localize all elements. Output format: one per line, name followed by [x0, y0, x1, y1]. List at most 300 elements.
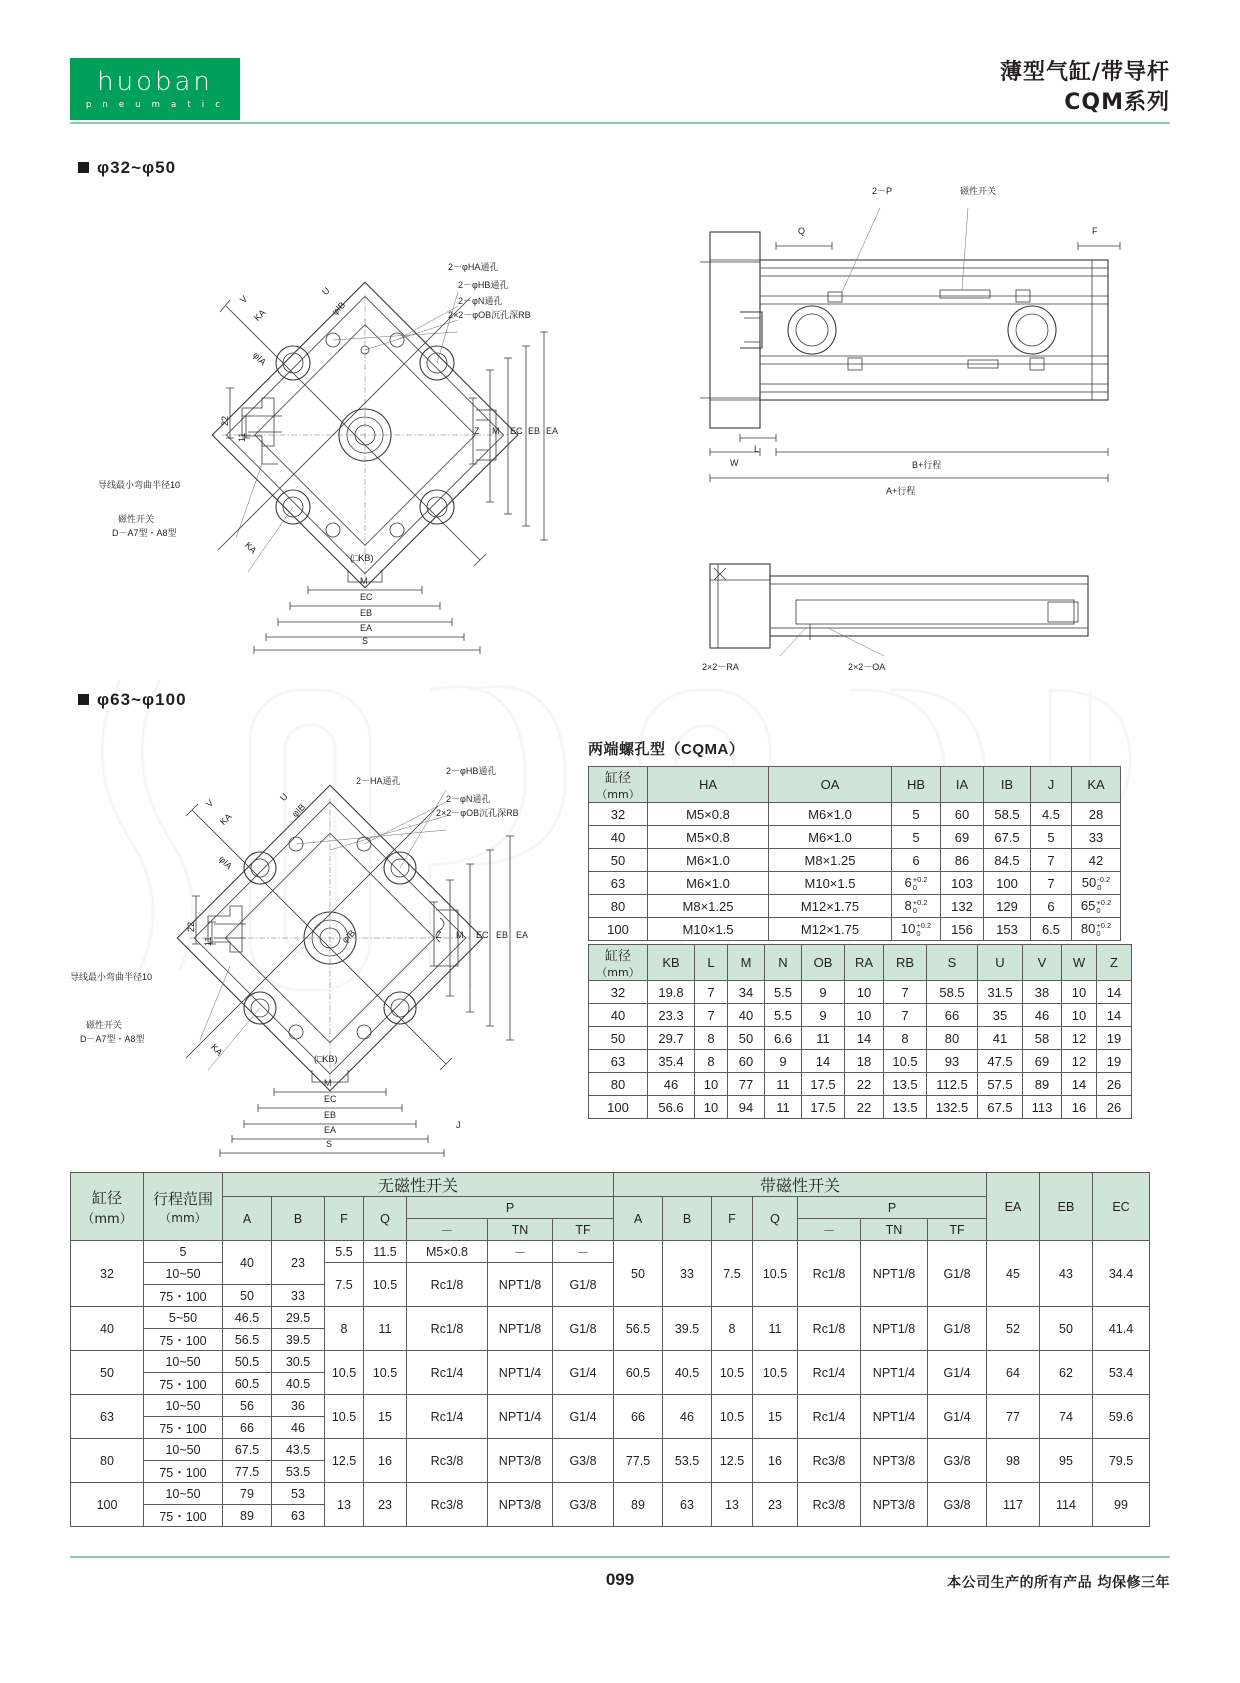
- cell-m-tn: NPT3/8: [861, 1483, 928, 1527]
- th3-group-mag: 带磁性开关: [614, 1173, 987, 1197]
- cell-bore: 50: [589, 1027, 648, 1050]
- cell-stroke-range: 10~50: [144, 1351, 223, 1373]
- cell-nm-f: 13: [325, 1483, 364, 1527]
- cell-eb: 95: [1040, 1439, 1093, 1483]
- cell-ha: M5×0.8: [648, 826, 769, 849]
- th3-stroke: [144, 1173, 223, 1241]
- cell-ec: 41.4: [1093, 1307, 1150, 1351]
- cell-m-tf: G1/8: [928, 1307, 987, 1351]
- dim-ea-bottom-2: EA: [324, 1125, 337, 1135]
- dim-phi-ib-2: φIB: [290, 801, 308, 820]
- th3-m-f: F: [712, 1197, 753, 1241]
- cell-hb: 5: [892, 803, 941, 826]
- dim-ka-top-2: KA: [218, 811, 234, 828]
- cell-nm-tf: －: [553, 1241, 614, 1263]
- table-row: [71, 1241, 1150, 1263]
- cell-ib: 58.5: [984, 803, 1031, 826]
- cell-eb: 114: [1040, 1483, 1093, 1527]
- cell-stroke-range: 10~50: [144, 1395, 223, 1417]
- dim-eb-right: EB: [528, 426, 541, 436]
- cell-stroke-range: 75・100: [144, 1417, 223, 1439]
- th2-m: M: [728, 945, 765, 981]
- cell-ia: 132: [941, 895, 984, 918]
- cell-eb: 43: [1040, 1241, 1093, 1307]
- cell-m: 34: [728, 981, 765, 1004]
- cell-l: 8: [695, 1050, 728, 1073]
- cell-s: 132.5: [927, 1096, 978, 1119]
- cell-m-tn: NPT1/4: [861, 1395, 928, 1439]
- table3-header-row-1: [71, 1173, 1150, 1197]
- cell-nm-tn: NPT1/8: [488, 1307, 553, 1351]
- cell-nm-b: 53.5: [272, 1461, 325, 1483]
- cell-ib: 129: [984, 895, 1031, 918]
- dim-b-stroke: B+行程: [912, 460, 942, 470]
- cell-nm-b: 30.5: [272, 1351, 325, 1373]
- cell-m: 77: [728, 1073, 765, 1096]
- cell-nm-b: 46: [272, 1417, 325, 1439]
- cell-ob: 11: [802, 1027, 845, 1050]
- th3-bore-label: 缸径: [91, 1188, 122, 1207]
- callout-wire-radius-large: 导线最小弯曲半径10: [70, 972, 153, 982]
- cell-nm-b: 63: [272, 1505, 325, 1527]
- cell-z: 26: [1097, 1073, 1132, 1096]
- cell-m-b: 53.5: [663, 1439, 712, 1483]
- dim-f-side: F: [1092, 226, 1098, 236]
- cell-ra: 22: [845, 1096, 884, 1119]
- cell-nm-tn: NPT1/4: [488, 1395, 553, 1439]
- dim-11: 11: [237, 432, 247, 442]
- cell-n: 11: [765, 1096, 802, 1119]
- cell-ra: 10: [845, 981, 884, 1004]
- dim-m-bottom: M: [360, 576, 368, 586]
- cell-m-a: 56.5: [614, 1307, 663, 1351]
- cell-j: 5: [1031, 826, 1072, 849]
- dim-ec-right: EC: [510, 426, 523, 436]
- cell-bore: 63: [589, 1050, 648, 1073]
- cell-m-q: 11: [753, 1307, 798, 1351]
- dim-a-stroke: A+行程: [886, 486, 916, 496]
- cell-m-f: 12.5: [712, 1439, 753, 1483]
- cell-ob: 17.5: [802, 1096, 845, 1119]
- cell-j: 6.5: [1031, 918, 1072, 941]
- page-title: [1000, 58, 1170, 117]
- cell-m-tn: NPT1/4: [861, 1351, 928, 1395]
- cell-ka: 42: [1072, 849, 1121, 872]
- cell-stroke-range: 75・100: [144, 1329, 223, 1351]
- th2-s: S: [927, 945, 978, 981]
- cell-w: 16: [1062, 1096, 1097, 1119]
- dim-q-side: Q: [798, 226, 806, 236]
- th3-nm-p-tn: TN: [488, 1219, 553, 1241]
- cell-bore: 100: [589, 1096, 648, 1119]
- callout-magnet-switch-side: 磁性开关: [960, 186, 997, 196]
- cell-ec: 53.4: [1093, 1351, 1150, 1395]
- th3-m-p-tn: TN: [861, 1219, 928, 1241]
- dim-s-bottom-2: S: [326, 1139, 333, 1149]
- cell-nm-q: 10.5: [364, 1351, 407, 1395]
- section-heading-large-bore: [78, 690, 187, 710]
- callout-magnet-switch-large: 磁性开关: [86, 1020, 123, 1030]
- cell-z: 19: [1097, 1027, 1132, 1050]
- callout-n-hole-large: 2－φN通孔: [446, 794, 491, 804]
- cell-ia: 69: [941, 826, 984, 849]
- page-title-line1: 薄型气缸/带导杆: [999, 60, 1170, 85]
- cell-m-tf: G1/8: [928, 1241, 987, 1307]
- table-dimensions-main: [70, 1172, 1150, 1527]
- cell-j: 4.5: [1031, 803, 1072, 826]
- cell-n: 5.5: [765, 1004, 802, 1027]
- table-cqma-part1: [588, 766, 1121, 941]
- table-cqma-part2: [588, 944, 1132, 1119]
- cell-bore: 32: [589, 803, 648, 826]
- callout-ha-hole: 2－φHA通孔: [448, 262, 499, 272]
- cell-v: 89: [1023, 1073, 1062, 1096]
- cell-ib: 100: [984, 872, 1031, 895]
- cell-stroke-range: 10~50: [144, 1483, 223, 1505]
- cell-nm-tf: G3/8: [553, 1439, 614, 1483]
- cell-m-p: Rc1/8: [798, 1241, 861, 1307]
- page-number: 099: [605, 1570, 635, 1589]
- cell-ib: 153: [984, 918, 1031, 941]
- cell-stroke-range: 10~50: [144, 1263, 223, 1285]
- cell-nm-p: Rc1/8: [407, 1263, 488, 1307]
- cell-kb: 46: [648, 1073, 695, 1096]
- cell-nm-a: 50.5: [223, 1351, 272, 1373]
- cell-nm-b: 53: [272, 1483, 325, 1505]
- dim-v-2: V: [204, 797, 216, 810]
- cell-hb: 6: [892, 849, 941, 872]
- cell-bore: 100: [71, 1483, 144, 1527]
- cell-nm-a: 40: [223, 1241, 272, 1285]
- th3-nm-a: A: [223, 1197, 272, 1241]
- cell-m-p: Rc1/8: [798, 1307, 861, 1351]
- cell-stroke-range: 75・100: [144, 1505, 223, 1527]
- table1-caption: 两端螺孔型（CQMA）: [588, 741, 745, 758]
- page-title-line2: CQM系列: [1064, 89, 1170, 115]
- cell-m: 94: [728, 1096, 765, 1119]
- th2-l: L: [695, 945, 728, 981]
- cell-stroke-range: 5: [144, 1241, 223, 1263]
- cell-stroke-range: 10~50: [144, 1439, 223, 1461]
- th2-kb: KB: [648, 945, 695, 981]
- section-heading-small-bore: [78, 158, 176, 178]
- callout-wire-radius: 导线最小弯曲半径10: [98, 480, 181, 490]
- cell-ha: M6×1.0: [648, 872, 769, 895]
- cell-nm-tf: G1/4: [553, 1395, 614, 1439]
- table-row: [589, 918, 1121, 941]
- th3-stroke-label: 行程范围: [152, 1189, 213, 1208]
- cell-ib: 84.5: [984, 849, 1031, 872]
- cell-nm-f: 8: [325, 1307, 364, 1351]
- cell-m-p: Rc3/8: [798, 1439, 861, 1483]
- th3-m-q: Q: [753, 1197, 798, 1241]
- cell-oa: M12×1.75: [769, 918, 892, 941]
- cell-z: 14: [1097, 1004, 1132, 1027]
- cell-w: 14: [1062, 1073, 1097, 1096]
- cell-oa: M6×1.0: [769, 826, 892, 849]
- cell-bore: 63: [589, 872, 648, 895]
- th3-eb: EB: [1040, 1173, 1093, 1241]
- cell-ha: M8×1.25: [648, 895, 769, 918]
- table2-header-row: [589, 945, 1132, 981]
- cell-nm-b: 23: [272, 1241, 325, 1285]
- cell-nm-p: Rc3/8: [407, 1439, 488, 1483]
- cell-rb: 7: [884, 1004, 927, 1027]
- cell-oa: M12×1.75: [769, 895, 892, 918]
- dim-w-side: W: [730, 458, 739, 468]
- cell-ka: 50 -0.2 0: [1072, 872, 1121, 895]
- cell-n: 9: [765, 1050, 802, 1073]
- callout-switch-type-large: D－A7型・A8型: [80, 1034, 145, 1044]
- th2-u: U: [978, 945, 1023, 981]
- th2-rb: RB: [884, 945, 927, 981]
- cell-kb: 56.6: [648, 1096, 695, 1119]
- logo-tagline: p n e u m a t i c: [85, 99, 225, 110]
- dim-ka-top: KA: [252, 307, 268, 324]
- cell-m-a: 77.5: [614, 1439, 663, 1483]
- cell-m-q: 10.5: [753, 1241, 798, 1307]
- cell-nm-b: 33: [272, 1285, 325, 1307]
- cell-nm-q: 11.5: [364, 1241, 407, 1263]
- dim-ea-right: EA: [546, 426, 559, 436]
- cell-nm-p: Rc1/4: [407, 1395, 488, 1439]
- callout-two-ra: 2×2－RA: [702, 662, 739, 672]
- cell-j: 7: [1031, 872, 1072, 895]
- th2-n: N: [765, 945, 802, 981]
- cell-nm-q: 16: [364, 1439, 407, 1483]
- cell-ha: M10×1.5: [648, 918, 769, 941]
- cell-v: 38: [1023, 981, 1062, 1004]
- cell-ea: 45: [987, 1241, 1040, 1307]
- cell-kb: 35.4: [648, 1050, 695, 1073]
- dim-v: V: [238, 293, 250, 306]
- th-ka: KA: [1072, 767, 1121, 803]
- cell-bore: 40: [71, 1307, 144, 1351]
- drawing-front-view-large: [70, 740, 570, 1160]
- footer-divider: [70, 1556, 1170, 1558]
- callout-ha-hole-large: 2－HA通孔: [356, 776, 401, 786]
- table-row: [589, 803, 1121, 826]
- cell-ea: 117: [987, 1483, 1040, 1527]
- cell-m-tn: NPT1/8: [861, 1241, 928, 1307]
- cell-w: 12: [1062, 1050, 1097, 1073]
- cell-bore: 50: [589, 849, 648, 872]
- cell-hb: 8 +0.2 0: [892, 895, 941, 918]
- cell-eb: 50: [1040, 1307, 1093, 1351]
- cell-s: 80: [927, 1027, 978, 1050]
- callout-kb-large: (□KB): [314, 1054, 338, 1064]
- dim-ka-bottom: KA: [242, 540, 259, 556]
- dim-ec-right-2: EC: [476, 930, 489, 940]
- cell-m-f: 10.5: [712, 1351, 753, 1395]
- th3-nm-q: Q: [364, 1197, 407, 1241]
- cell-kb: 23.3: [648, 1004, 695, 1027]
- cell-nm-tf: G1/8: [553, 1307, 614, 1351]
- dim-eb-right-2: EB: [496, 930, 509, 940]
- cell-w: 12: [1062, 1027, 1097, 1050]
- cell-nm-a: 89: [223, 1505, 272, 1527]
- th2-bore-label: 缸径: [604, 949, 631, 964]
- table-row: [589, 872, 1121, 895]
- cell-bore: 80: [589, 1073, 648, 1096]
- cell-u: 67.5: [978, 1096, 1023, 1119]
- dim-phi-ib: φIB: [330, 299, 348, 318]
- cell-ia: 103: [941, 872, 984, 895]
- dim-m-right: M: [492, 426, 500, 436]
- cell-nm-p: Rc3/8: [407, 1483, 488, 1527]
- th2-bore: [589, 945, 648, 981]
- cell-n: 11: [765, 1073, 802, 1096]
- dim-phi-ia: φIA: [250, 350, 269, 368]
- cell-m-q: 10.5: [753, 1351, 798, 1395]
- cell-nm-q: 23: [364, 1483, 407, 1527]
- drawing-side-view-small: [700, 186, 1160, 540]
- cell-l: 10: [695, 1096, 728, 1119]
- th-ib: IB: [984, 767, 1031, 803]
- cell-z: 14: [1097, 981, 1132, 1004]
- cell-ia: 60: [941, 803, 984, 826]
- cell-nm-a: 66: [223, 1417, 272, 1439]
- cell-nm-tn: NPT3/8: [488, 1439, 553, 1483]
- cell-nm-b: 40.5: [272, 1373, 325, 1395]
- cell-m-tn: NPT1/8: [861, 1307, 928, 1351]
- cell-nm-tn: NPT3/8: [488, 1483, 553, 1527]
- th3-m-b: B: [663, 1197, 712, 1241]
- cell-hb: 5: [892, 826, 941, 849]
- cell-nm-f: 7.5: [325, 1263, 364, 1307]
- dim-22: 22: [220, 415, 230, 426]
- table-row: [589, 1096, 1132, 1119]
- cell-u: 41: [978, 1027, 1023, 1050]
- cell-m-q: 16: [753, 1439, 798, 1483]
- cell-w: 10: [1062, 1004, 1097, 1027]
- cell-nm-tn: NPT1/4: [488, 1351, 553, 1395]
- section1-label: φ32~φ50: [97, 158, 177, 177]
- cell-ea: 98: [987, 1439, 1040, 1483]
- cell-m-f: 13: [712, 1483, 753, 1527]
- th2-z: Z: [1097, 945, 1132, 981]
- cell-ra: 14: [845, 1027, 884, 1050]
- section2-label: φ63~φ100: [97, 690, 187, 709]
- dim-phi-ib-3: φIB: [340, 927, 358, 946]
- table-row: [589, 1004, 1132, 1027]
- dim-l-side: L: [754, 444, 760, 454]
- cell-nm-b: 39.5: [272, 1329, 325, 1351]
- cell-ia: 156: [941, 918, 984, 941]
- cell-ea: 64: [987, 1351, 1040, 1395]
- cell-bore: 80: [71, 1439, 144, 1483]
- cell-nm-a: 60.5: [223, 1373, 272, 1395]
- cell-v: 113: [1023, 1096, 1062, 1119]
- cell-nm-tn: NPT1/8: [488, 1263, 553, 1307]
- cell-nm-q: 15: [364, 1395, 407, 1439]
- th-bore-unit: （mm）: [596, 788, 640, 801]
- dim-z: Z: [474, 426, 480, 436]
- cell-eb: 74: [1040, 1395, 1093, 1439]
- cell-m-tf: G1/4: [928, 1351, 987, 1395]
- cell-v: 69: [1023, 1050, 1062, 1073]
- cell-nm-a: 50: [223, 1285, 272, 1307]
- table-row: [589, 826, 1121, 849]
- cell-stroke-range: 75・100: [144, 1285, 223, 1307]
- cell-nm-tf: G1/8: [553, 1263, 614, 1307]
- th3-bore-unit: （mm）: [81, 1211, 133, 1227]
- cell-v: 58: [1023, 1027, 1062, 1050]
- cell-kb: 19.8: [648, 981, 695, 1004]
- cell-nm-f: 10.5: [325, 1351, 364, 1395]
- cell-hb: 6 +0.2 0: [892, 872, 941, 895]
- th-ia: IA: [941, 767, 984, 803]
- cell-ea: 52: [987, 1307, 1040, 1351]
- cell-stroke-range: 75・100: [144, 1461, 223, 1483]
- cell-bore: 32: [71, 1241, 144, 1307]
- cell-z: 26: [1097, 1096, 1132, 1119]
- cell-ha: M6×1.0: [648, 849, 769, 872]
- cell-m-p: Rc1/4: [798, 1351, 861, 1395]
- cell-ob: 9: [802, 1004, 845, 1027]
- cell-v: 46: [1023, 1004, 1062, 1027]
- dim-z-2: Z: [436, 930, 442, 940]
- cell-s: 112.5: [927, 1073, 978, 1096]
- cell-l: 7: [695, 1004, 728, 1027]
- cell-nm-q: 11: [364, 1307, 407, 1351]
- footer-note: 本公司生产的所有产品 均保修三年: [947, 1575, 1170, 1591]
- cell-rb: 7: [884, 981, 927, 1004]
- th3-nm-p-tf: TF: [553, 1219, 614, 1241]
- cell-nm-a: 56.5: [223, 1329, 272, 1351]
- table-row: [71, 1439, 1150, 1461]
- cell-l: 8: [695, 1027, 728, 1050]
- cell-ea: 77: [987, 1395, 1040, 1439]
- callout-hb-hole: 2－φHB通孔: [458, 280, 509, 290]
- cell-kb: 29.7: [648, 1027, 695, 1050]
- cell-n: 6.6: [765, 1027, 802, 1050]
- cell-ec: 99: [1093, 1483, 1150, 1527]
- th3-nm-p-dash: －: [407, 1219, 488, 1241]
- cell-bore: 50: [71, 1351, 144, 1395]
- cell-nm-tn: －: [488, 1241, 553, 1263]
- cell-ra: 18: [845, 1050, 884, 1073]
- cell-m: 40: [728, 1004, 765, 1027]
- cell-nm-a: 77.5: [223, 1461, 272, 1483]
- th3-nm-b: B: [272, 1197, 325, 1241]
- bullet-square-icon: [78, 162, 89, 173]
- th3-group-nomag: 无磁性开关: [223, 1173, 614, 1197]
- cell-nm-f: 10.5: [325, 1395, 364, 1439]
- th2-w: W: [1062, 945, 1097, 981]
- cell-oa: M6×1.0: [769, 803, 892, 826]
- cell-m-f: 10.5: [712, 1395, 753, 1439]
- callout-ob-hole: 2×2－φOB沉孔深RB: [448, 310, 531, 320]
- callout-magnet-switch: 磁性开关: [118, 514, 155, 524]
- cell-ob: 9: [802, 981, 845, 1004]
- cell-m: 50: [728, 1027, 765, 1050]
- th3-m-a: A: [614, 1197, 663, 1241]
- th2-ob: OB: [802, 945, 845, 981]
- callout-kb: (□KB): [350, 553, 374, 563]
- cell-l: 10: [695, 1073, 728, 1096]
- cell-ka: 33: [1072, 826, 1121, 849]
- bullet-square-icon-2: [78, 694, 89, 705]
- table-row: [589, 849, 1121, 872]
- cell-nm-b: 29.5: [272, 1307, 325, 1329]
- cell-s: 58.5: [927, 981, 978, 1004]
- th3-m-p-tf: TF: [928, 1219, 987, 1241]
- th3-ea: EA: [987, 1173, 1040, 1241]
- dim-m-bottom-2: M: [324, 1078, 332, 1088]
- cell-ka: 28: [1072, 803, 1121, 826]
- cell-w: 10: [1062, 981, 1097, 1004]
